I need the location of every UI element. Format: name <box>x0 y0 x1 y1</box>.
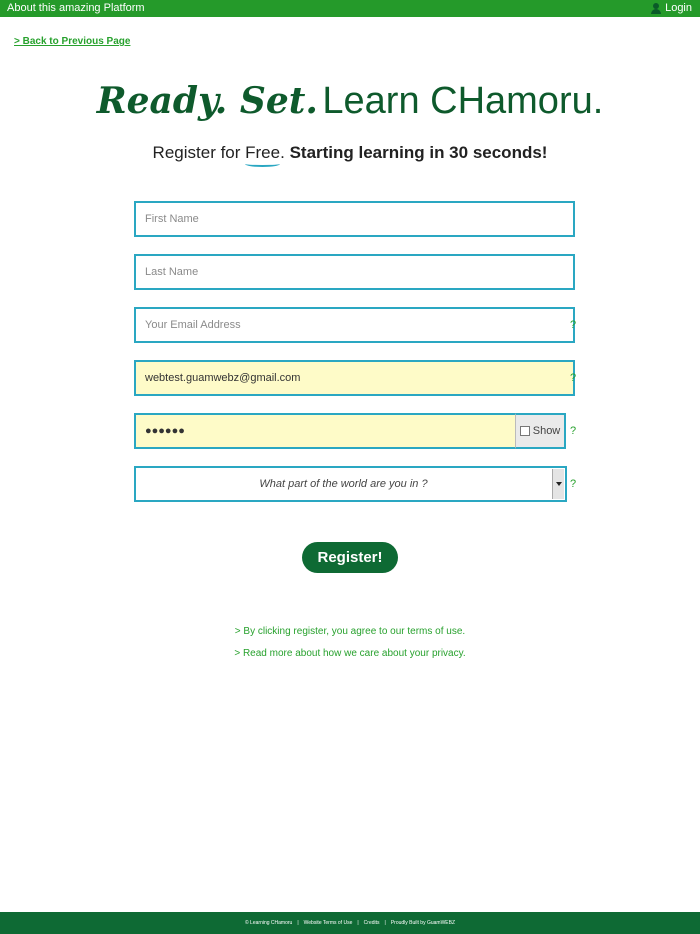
password-input[interactable] <box>134 413 517 449</box>
subtitle-bold: Starting learning in 30 seconds! <box>289 143 548 162</box>
region-select-value: What part of the world are you in ? <box>259 478 428 490</box>
footer-copyright: © Learning CHamoru <box>244 920 293 926</box>
subtitle-prefix: Register for <box>152 143 246 162</box>
region-select[interactable] <box>134 466 567 502</box>
back-link[interactable]: > Back to Previous Page <box>14 36 131 47</box>
footer-separator: | <box>384 920 386 926</box>
user-icon <box>651 3 661 14</box>
page-title <box>0 80 700 123</box>
password-group <box>134 413 565 449</box>
email-help-icon[interactable]: ? <box>570 319 577 331</box>
about-link[interactable]: About this amazing Platform <box>7 2 145 14</box>
footer-separator: | <box>357 920 359 926</box>
footer-separator: | <box>297 920 299 926</box>
email-confirm-input[interactable] <box>134 360 575 396</box>
top-bar <box>0 0 700 17</box>
terms-link[interactable]: > By clicking register, you agree to our terms of use. <box>234 626 466 637</box>
chevron-down-icon[interactable] <box>552 469 564 499</box>
footer <box>0 912 700 934</box>
footer-credits-link[interactable]: Credits <box>363 920 380 926</box>
show-checkbox[interactable] <box>520 426 530 436</box>
show-label: Show <box>532 425 561 437</box>
subtitle-free: Free <box>245 143 281 162</box>
footer-terms-link[interactable]: Website Terms of Use <box>303 920 353 926</box>
password-help-icon[interactable]: ? <box>570 425 577 437</box>
login-label: Login <box>665 2 692 14</box>
subtitle-dot: . <box>280 143 290 162</box>
login-link[interactable] <box>651 2 692 14</box>
title-plain: Learn CHamoru. <box>322 80 604 122</box>
region-help-icon[interactable]: ? <box>570 478 577 490</box>
subtitle <box>0 143 700 163</box>
first-name-input[interactable] <box>134 201 575 237</box>
title-script: Ready. Set. <box>96 80 318 122</box>
privacy-link[interactable]: > Read more about how we care about your privacy. <box>234 648 466 659</box>
register-button[interactable]: Register! <box>302 542 398 573</box>
footer-builder-link[interactable]: Proudly Built by GuamWEBZ <box>390 920 456 926</box>
show-password-toggle[interactable] <box>515 413 566 449</box>
email-input[interactable] <box>134 307 575 343</box>
last-name-input[interactable] <box>134 254 575 290</box>
email-confirm-help-icon[interactable]: ? <box>570 372 577 384</box>
